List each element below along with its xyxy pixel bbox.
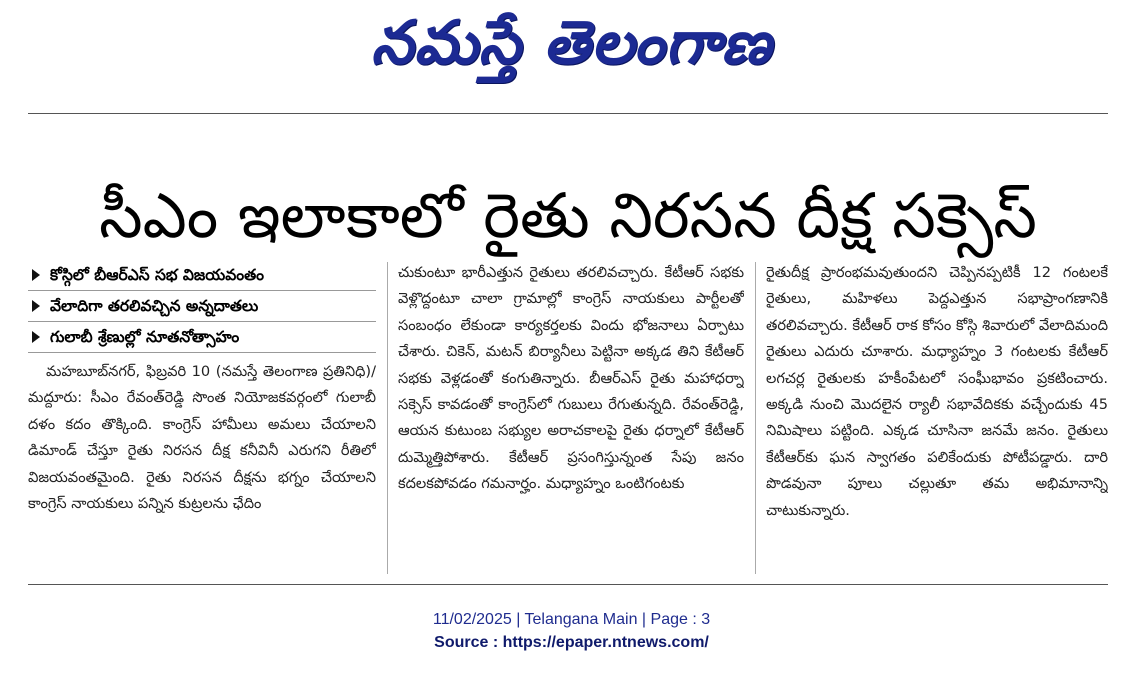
subheading-text: గులాబీ శ్రేణుల్లో నూతనోత్సాహం bbox=[50, 327, 240, 346]
column-divider bbox=[755, 262, 756, 574]
source-link[interactable]: Source : https://epaper.ntnews.com/ bbox=[434, 634, 709, 651]
triangle-bullet-icon bbox=[32, 331, 40, 343]
article-column-1 bbox=[28, 260, 376, 570]
edition-info: 11/02/2025 | Telangana Main | Page : 3 bbox=[432, 611, 711, 628]
triangle-bullet-icon bbox=[32, 300, 40, 312]
subheading-list bbox=[28, 260, 376, 353]
source-footer bbox=[0, 608, 1143, 654]
article-body-paragraph: మహబూబ్‌నగర్, ఫిబ్రవరి 10 (నమస్తే తెలంగాణ ప్రతినిధి)/మద్దూరు: సీఎం రేవంత్‌రెడ్డి సొంత నియోజకవర్గంలో గులాబీ దళం కదం తొక్కింది. కాంగ్రెస్ హామీలు అమలు చేయాలని డిమాండ్ చేస్తూ రైతు నిరసన దీక్ష కనీవినీ ఎరుగని రీతిలో విజయవంతమైంది. రైతు నిరసన దీక్షను భగ్నం చేయాలని కాంగ్రెస్ నాయకులు పన్నిన కుట్రలను ఛేదిం bbox=[28, 363, 376, 513]
article-headline: సీఎం ఇలాకాలో రైతు నిరసన దీక్ష సక్సెస్ bbox=[99, 178, 1037, 252]
subheading-text: వేలాదిగా తరలివచ్చిన అన్నదాతలు bbox=[50, 296, 259, 315]
triangle-bullet-icon bbox=[32, 269, 40, 281]
article-column-2 bbox=[398, 260, 744, 570]
subheading bbox=[28, 291, 376, 322]
bottom-divider bbox=[28, 584, 1108, 585]
article-body-paragraph: రైతుదీక్ష ప్రారంభమవుతుందని చెప్పినప్పటికీ 12 గంటలకే రైతులు, మహిళలు పెద్దఎత్తున సభాప్రాంగణానికి తరలివచ్చారు. కేటీఆర్ రాక కోసం కోస్గి శివారులో వేలాదిమంది రైతులు ఎదురు చూశారు. మధ్యాహ్నం 3 గంటలకు కేటీఆర్ లగచర్ల రైతులకు హకీంపేటలో సంఘీభావం ప్రకటించారు. అక్కడి నుంచి మొదలైన ర్యాలీ సభావేదికకు వచ్చేందుకు 45 నిమిషాలు పట్టింది. ఎక్కడ చూసినా జనమే జనం. రైతులు కేటీఆర్‌కు ఘన స్వాగతం పలికేందుకు పోటీపడ్డారు. దారి పొడవునా పూలు చల్లుతూ తమ అభిమానాన్ని చాటుకున్నారు. bbox=[766, 264, 1108, 519]
subheading-text: కోస్గిలో బీఆర్ఎస్ సభ విజయవంతం bbox=[50, 265, 264, 284]
newspaper-logo: నమస్తే తెలంగాణ bbox=[370, 8, 773, 78]
subheading bbox=[28, 260, 376, 291]
article-column-3 bbox=[766, 260, 1108, 570]
top-divider bbox=[28, 113, 1108, 114]
masthead bbox=[0, 0, 1143, 100]
subheading bbox=[28, 322, 376, 353]
article-body-paragraph: చుకుంటూ భారీఎత్తున రైతులు తరలివచ్చారు. కేటీఆర్ సభకు వెళ్లొద్దంటూ చాలా గ్రామాల్లో కాంగ్రెస్ నాయకులు పార్టీలతో సంబంధం లేకుండా కార్యకర్తలకు విందు భోజనాలు ఏర్పాటు చేశారు. చికెన్, మటన్ బిర్యానీలు పెట్టినా అక్కడ తిని కేటీఆర్ సభకు వెళ్లడంతో కంగుతిన్నారు. బీఆర్ఎస్ రైతు మహాధర్నా సక్సెస్ కావడంతో కాంగ్రెస్‌లో గుబులు రేగుతున్నది. రేవంత్‌రెడ్డి, ఆయన కుటుంబ సభ్యుల అరాచకాలపై రైతు ధర్నాలో కేటీఆర్ దుమ్మెత్తిపోశారు. కేటీఆర్ ప్రసంగిస్తున్నంత సేపు జనం కదలకపోవడం గమనార్హం. మధ్యాహ్నం ఒంటిగంటకు bbox=[398, 264, 744, 493]
column-divider bbox=[387, 262, 388, 574]
